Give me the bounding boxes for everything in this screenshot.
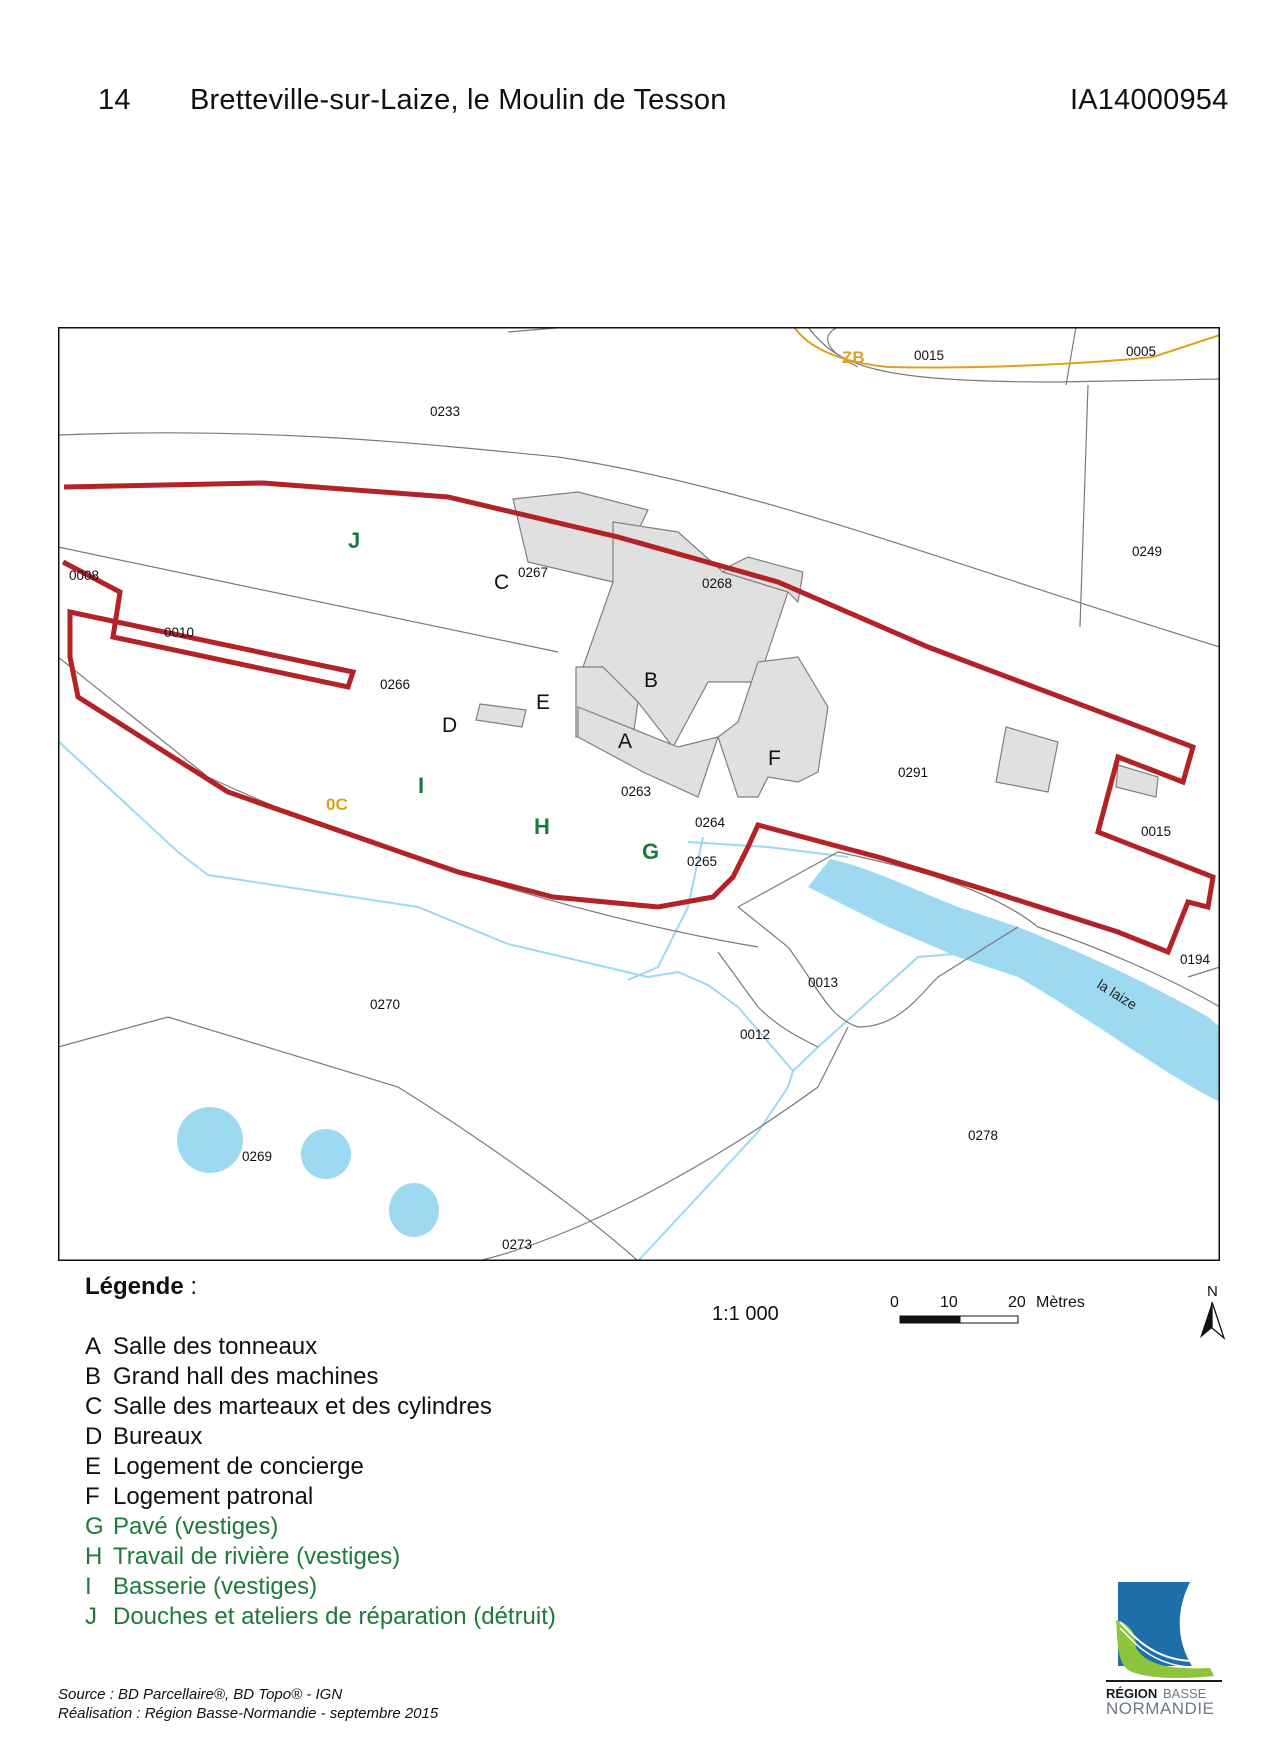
footer-realisation: Réalisation : Région Basse-Normandie - septembre 2015	[58, 1705, 439, 1722]
scale-unit: Mètres	[1036, 1294, 1085, 1311]
region-logo	[1106, 1580, 1226, 1720]
pond-2	[301, 1129, 351, 1179]
parcel-label: 0015	[1141, 824, 1172, 839]
north-label: N	[1207, 1283, 1218, 1300]
vestige-label: G	[642, 839, 660, 864]
legend-item: A Salle des tonneaux	[85, 1333, 318, 1360]
parcel-label: 0273	[502, 1237, 533, 1252]
section-label: 0C	[326, 795, 348, 814]
parcel-label: 0266	[380, 677, 411, 692]
department-number: 14	[98, 84, 131, 116]
north-arrow-icon	[1195, 1282, 1229, 1342]
legend-item: G Pavé (vestiges)	[85, 1513, 279, 1540]
legend-item: C Salle des marteaux et des cylindres	[85, 1393, 492, 1420]
vestige-label: I	[418, 773, 425, 798]
page-title: Bretteville-sur-Laize, le Moulin de Tesson	[190, 84, 727, 116]
parcel-label: 0012	[740, 1027, 771, 1042]
river-label: la laize	[1094, 975, 1140, 1013]
building-label: E	[536, 691, 551, 714]
building-label: A	[618, 730, 633, 753]
scale-segment-dark	[900, 1316, 960, 1323]
dossier-reference: IA14000954	[1070, 84, 1229, 116]
parcel-label: 0268	[702, 576, 733, 591]
parcel-label: 0008	[69, 568, 100, 583]
legend-item: E Logement de concierge	[85, 1453, 364, 1480]
scale-ratio: 1:1 000	[712, 1303, 779, 1325]
parcel-label: 0249	[1132, 544, 1163, 559]
svg-text:NORMANDIE: NORMANDIE	[1106, 1699, 1215, 1718]
footer-source: Source : BD Parcellaire®, BD Topo® - IGN	[58, 1686, 343, 1703]
scale-segment-light	[960, 1316, 1018, 1323]
building-label: D	[442, 714, 458, 737]
parcel-label: 0269	[242, 1149, 273, 1164]
legend-list	[85, 1332, 556, 1632]
building-label: C	[494, 571, 510, 594]
parcel-label: 0194	[1180, 952, 1211, 967]
cadastral-map	[58, 327, 1220, 1261]
parcel-label: 0005	[1126, 344, 1157, 359]
svg-text:RÉGION: RÉGION	[1106, 1686, 1158, 1701]
vestige-label: J	[348, 528, 361, 553]
pond-3	[389, 1183, 439, 1237]
parcel-label: 0015	[914, 348, 945, 363]
scale-tick-label: 20	[1008, 1294, 1026, 1311]
legend-item: H Travail de rivière (vestiges)	[85, 1543, 401, 1570]
parcel-label: 0291	[898, 765, 929, 780]
legend-title: Légende :	[85, 1273, 198, 1300]
scale-bar	[890, 1290, 1090, 1330]
building-label: B	[644, 669, 659, 692]
parcel-label: 0267	[518, 565, 549, 580]
legend-item: F Logement patronal	[85, 1483, 314, 1510]
building-label: F	[768, 747, 781, 770]
legend-item: I Basserie (vestiges)	[85, 1573, 318, 1600]
legend-item: B Grand hall des machines	[85, 1363, 379, 1390]
legend-item: J Douches et ateliers de réparation (détruit)	[85, 1603, 556, 1630]
parcel-label: 0270	[370, 997, 401, 1012]
parcel-label: 0263	[621, 784, 652, 799]
logo-rule	[1106, 1680, 1222, 1682]
parcel-label: 0013	[808, 975, 839, 990]
scale-tick-label: 10	[940, 1294, 958, 1311]
scale-tick-label: 0	[890, 1294, 899, 1311]
svg-text:BASSE: BASSE	[1163, 1686, 1207, 1701]
vestige-label: H	[534, 814, 550, 839]
parcel-label: 0264	[695, 815, 726, 830]
parcel-label: 0233	[430, 404, 461, 419]
parcel-label: 0265	[687, 854, 718, 869]
parcel-label: 0278	[968, 1128, 999, 1143]
pond-1	[177, 1107, 243, 1173]
parcel-label: 0010	[164, 625, 195, 640]
section-label: ZB	[842, 348, 865, 367]
legend-item: D Bureaux	[85, 1423, 203, 1450]
